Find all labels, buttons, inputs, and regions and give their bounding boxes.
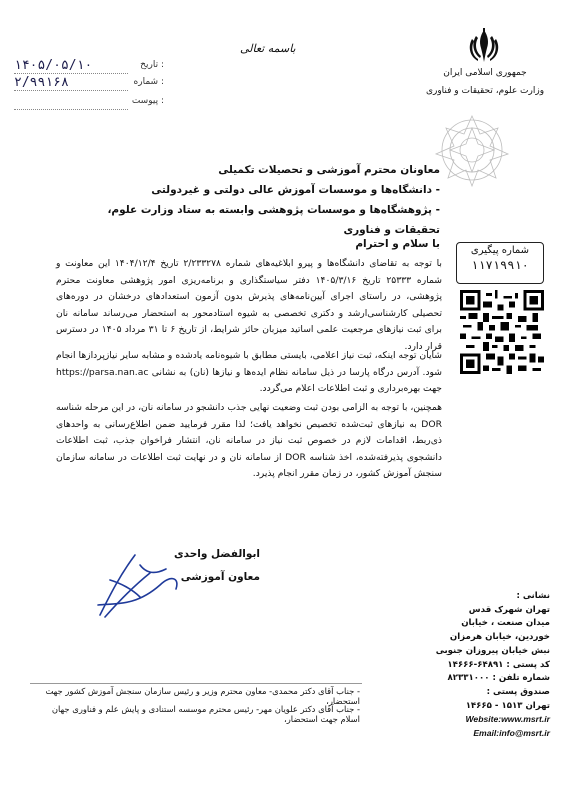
address-line: تهران ۱۵۱۳ - ۱۴۶۶۵ [465,700,550,711]
qr-code[interactable] [460,290,544,374]
recipients-block [60,160,440,240]
cc-divider [30,683,362,684]
email-link[interactable]: Email:info@msrt.ir [473,728,550,739]
org-line-1: جمهوری اسلامی ایران [443,68,527,78]
iran-emblem-icon [466,26,502,66]
ornament-watermark-icon [432,110,512,190]
date-label: تاریخ : [140,60,164,70]
address-line: شماره تلفن : ۸۲۳۳۱۰۰۰ [447,673,550,684]
attachment-row [14,94,164,112]
date-value: ۱۴۰۵/۰۵/۱۰ [14,58,93,73]
address-block [370,590,550,741]
signatory-name: ابوالفضل واحدی [174,548,260,560]
bismillah: باسمه تعالی [240,42,296,55]
cc-line-1: - جناب آقای دکتر محمدی- معاون محترم وزیر و رئیس سازمان سنجش آموزش کشور جهت استحضار، [45,686,360,706]
address-line: کد پستی : ۶۴۸۹۱-۱۴۶۶۶ [447,659,550,670]
recipient-line: - پژوهشگاه‌ها و موسسات پژوهشی وابسته به ستاد وزارت علوم، تحقیقات و فناوری [107,204,440,236]
tracking-number: ۱۱۷۱۹۹۱۰ [471,258,529,272]
address-line: میدان صنعت ، خیابان [461,618,550,629]
cc-line-2: - جناب آقای دکتر علویان مهر- رئیس محترم موسسه استنادی و پایش علم و فناوری جهان اسلام جهت استحضار، [51,704,360,724]
attachment-underline [14,109,128,110]
number-label: شماره : [133,77,164,87]
tracking-number-box [456,242,544,284]
address-line: خوردین، خیابان هرمزان [449,632,550,643]
website-link[interactable]: Website:www.msrt.ir [465,714,550,725]
address-line: تهران شهرک قدس [468,604,550,615]
tracking-title: شماره پیگیری [470,245,530,256]
greeting: با سلام و احترام [355,238,440,250]
signatory-title: معاون آموزشی [180,571,260,583]
number-row [14,75,164,93]
date-row [14,58,164,76]
recipient-line: معاونان محترم آموزشی و تحصیلات تکمیلی [218,164,440,176]
org-line-2: وزارت علوم، تحقیقات و فناوری [425,86,545,96]
number-underline [14,90,128,91]
address-label: نشانی : [516,591,550,601]
address-line: صندوق پستی : [486,686,550,697]
date-underline [14,73,128,74]
address-line: نبش خیابان پیروزان جنوبی [435,645,550,656]
body-paragraph-2: شایان توجه اینکه، ثبت نیاز اعلامی، بایستی مطابق با شیوه‌نامه یادشده و مشابه سایر نیازپردازها انجام شود. آدرس درگاه پارسا در ذیل سامانه نظام ایده‌ها و نیازها (نان) به نشانی https://parsa.nan.ac جهت بهره‌برداری و ثبت اطلاعات اعلام می‌گردد. [56,350,442,395]
number-value: ۲/۹۹۱۶۸ [14,75,69,90]
body-paragraph-3: همچنین، با توجه به الزامی بودن ثبت وضعیت نهایی جذب دانشجو در سامانه نان، در این مرحله شناسه DOR به نیازهای ثبت‌شده تخصیص نخواهد یافت؛ لذا مقرر فرمایید ضمن اطلاع‌رسانی به واحدهای ذی‌ربط، اقدامات لازم در خصوص ثبت نیاز در سامانه نان، انتشار فراخوان جذب، ثبت اطلاعات دانشجوی پذیرفته‌شده، اخذ شناسه DOR از سامانه نان و در نهایت ثبت اطلاعات در سامانه سازمان سنجش آموزش کشور، در زمان مقرر انجام پذیرد. [56,402,442,480]
body-paragraph-1: با توجه به تقاضای دانشگاه‌ها و پیرو ابلاغیه‌های شماره ۲/۲۳۳۲۷۸ تاریخ ۱۴۰۴/۱۲/۴ این معاونت و شماره ۲۵۳۳۳ تاریخ ۱۴۰۵/۳/۱۶ دفتر سیاستگذاری و برنامه‌ریزی امور پژوهشی معاونت محترم پژوهشی، در راستای اجرای آیین‌نامه‌های پذیرش بدون آزمون استعدادهای درخشان در دوره‌های تحصیلی کارشناسی‌ارشد و دکتری تخصصی به شیوه استادمحور به استحضار می‌رساند سامانه نان برای ثبت نیازهای مرجعیت علمی اساتید میزبان حائز شرایط، از تاریخ ۶ تا ۳۱ مرداد ۱۴۰۵ در دسترس قرار دارد. [56,258,442,352]
attachment-label: پیوست : [131,96,164,106]
recipient-line: - دانشگاه‌ها و موسسات آموزش عالی دولتی و غیردولتی [151,184,440,196]
